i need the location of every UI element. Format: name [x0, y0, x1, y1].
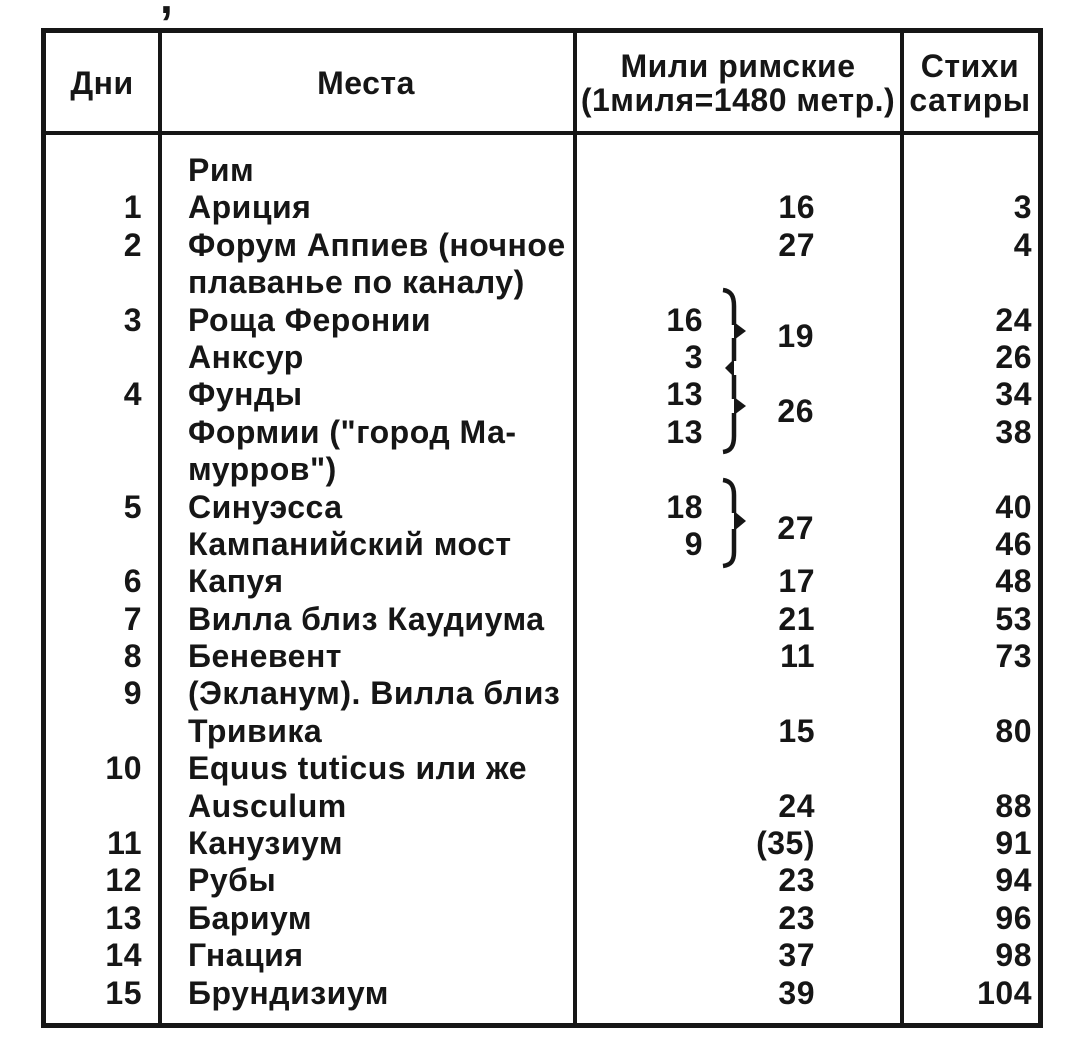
- mile-value: 16: [666, 301, 703, 338]
- miles-cell: [570, 750, 900, 787]
- table-row: [46, 526, 1038, 563]
- header-places: Места: [317, 65, 415, 101]
- mile-value: 13: [666, 413, 703, 450]
- mile-value: 11: [780, 638, 815, 675]
- mile-value: 37: [778, 937, 815, 974]
- mile-value: 18: [666, 488, 703, 525]
- day-cell: [46, 788, 158, 825]
- day-cell: 4: [123, 376, 142, 413]
- place-cell: Бариум: [188, 899, 313, 936]
- miles-cell: [570, 189, 900, 226]
- place-cell: Тривика: [188, 712, 323, 749]
- day-cell: [46, 339, 158, 376]
- mile-value: 24: [778, 787, 815, 824]
- place-cell: Equus tuticus или же: [188, 750, 528, 787]
- day-cell: 11: [107, 825, 142, 862]
- place-cell: Фунды: [188, 376, 303, 413]
- day-cell: [46, 713, 158, 750]
- verse-cell: [900, 264, 1038, 301]
- itinerary-table: [41, 28, 1043, 1028]
- place-cell: Синуэсса: [188, 488, 343, 525]
- table-row: [46, 227, 1038, 264]
- header-divider: [46, 131, 1038, 135]
- place-cell: Анксур: [188, 338, 304, 375]
- table-row: [46, 489, 1038, 526]
- miles-cell: [570, 601, 900, 638]
- day-cell: 15: [105, 974, 142, 1011]
- day-cell: [46, 414, 158, 451]
- miles-cell: [570, 937, 900, 974]
- group-sum-26: 26: [777, 393, 814, 429]
- table-row: [46, 975, 1038, 1012]
- day-cell: [46, 152, 158, 189]
- verse-cell: 91: [995, 825, 1032, 862]
- day-cell: 8: [123, 638, 142, 675]
- table-row: [46, 788, 1038, 825]
- header-verses-line2: сатиры: [909, 82, 1031, 118]
- place-cell: Капуя: [188, 563, 284, 600]
- verse-cell: [900, 675, 1038, 712]
- verse-cell: 34: [995, 376, 1032, 413]
- table-row: [46, 638, 1038, 675]
- day-cell: 2: [123, 226, 142, 263]
- miles-cell: [570, 975, 900, 1012]
- mile-value: (35): [756, 825, 815, 862]
- miles-cell: [570, 638, 900, 675]
- table-row: [46, 601, 1038, 638]
- miles-cell: [570, 862, 900, 899]
- mile-value: 15: [778, 712, 815, 749]
- verse-cell: 94: [995, 862, 1032, 899]
- table-row: [46, 862, 1038, 899]
- table-row: [46, 713, 1038, 750]
- verse-cell: 46: [995, 525, 1032, 562]
- miles-cell: [570, 713, 900, 750]
- header-verses-line1: Стихи: [920, 48, 1020, 84]
- miles-cell: [570, 675, 900, 712]
- table-row: [46, 825, 1038, 862]
- mile-value: 23: [778, 862, 815, 899]
- verse-cell: 48: [995, 563, 1032, 600]
- miles-cell: [570, 900, 900, 937]
- table-row: [46, 675, 1038, 712]
- day-cell: 10: [105, 750, 142, 787]
- day-cell: 7: [123, 600, 142, 637]
- day-cell: [46, 526, 158, 563]
- table-row: [46, 152, 1038, 189]
- table-row: [46, 937, 1038, 974]
- mile-value: 39: [778, 974, 815, 1011]
- place-cell: Беневент: [188, 638, 342, 675]
- place-cell: Ausculum: [188, 787, 347, 824]
- place-cell: Роща Феронии: [188, 301, 432, 338]
- place-cell: Рим: [188, 152, 255, 188]
- place-cell: (Экланум). Вилла близ: [188, 675, 561, 712]
- header-days: Дни: [70, 65, 134, 101]
- verse-cell: 98: [995, 937, 1032, 974]
- place-cell: Гнация: [188, 937, 304, 974]
- table-row: [46, 563, 1038, 600]
- table-body: [46, 136, 1038, 1012]
- verse-cell: [900, 451, 1038, 488]
- table-row: [46, 376, 1038, 413]
- mile-value: 13: [666, 376, 703, 413]
- verse-cell: 3: [1013, 189, 1032, 226]
- day-cell: 12: [105, 862, 142, 899]
- miles-cell: [570, 152, 900, 189]
- verse-cell: 104: [977, 974, 1032, 1011]
- day-cell: [46, 451, 158, 488]
- mile-value: 21: [778, 600, 815, 637]
- header-miles-line1: Мили римские: [620, 48, 856, 84]
- verse-cell: 88: [995, 787, 1032, 824]
- table-row: [46, 302, 1038, 339]
- day-cell: 5: [123, 488, 142, 525]
- day-cell: 3: [123, 301, 142, 338]
- table-row: [46, 900, 1038, 937]
- verse-cell: [900, 750, 1038, 787]
- table-row: [46, 451, 1038, 488]
- verse-cell: 53: [995, 600, 1032, 637]
- place-cell: Кампанийский мост: [188, 525, 512, 562]
- verse-cell: 26: [995, 338, 1032, 375]
- table-row: [46, 414, 1038, 451]
- table-row: [46, 189, 1038, 226]
- header-miles-line2: (1миля=1480 метр.): [580, 82, 896, 118]
- place-cell: мурров"): [188, 451, 337, 488]
- miles-cell: [570, 227, 900, 264]
- place-cell: Форум Аппиев (ночное: [188, 226, 566, 263]
- mile-value: 9: [684, 525, 703, 562]
- table-row: [46, 750, 1038, 787]
- place-cell: Ариция: [188, 189, 312, 226]
- verse-cell: [900, 152, 1038, 189]
- table-row: [46, 264, 1038, 301]
- place-cell: Вилла близ Каудиума: [188, 600, 545, 637]
- mile-value: 23: [778, 899, 815, 936]
- place-cell: Канузиум: [188, 825, 344, 862]
- verse-cell: 38: [995, 413, 1032, 450]
- mile-value: 3: [684, 338, 703, 375]
- verse-cell: 96: [995, 899, 1032, 936]
- mile-value: 27: [778, 226, 815, 263]
- day-cell: 14: [105, 937, 142, 974]
- day-cell: 13: [105, 899, 142, 936]
- place-cell: Формии ("город Ма-: [188, 413, 517, 450]
- place-cell: Брундизиум: [188, 974, 389, 1011]
- scan-artifact-comma: [160, 0, 173, 20]
- place-cell: Рубы: [188, 862, 277, 899]
- verse-cell: 4: [1013, 226, 1032, 263]
- verse-cell: 40: [995, 488, 1032, 525]
- group-sum-27: 27: [777, 510, 814, 546]
- mile-value: 17: [778, 563, 815, 600]
- day-cell: 6: [123, 563, 142, 600]
- miles-cell: [570, 825, 900, 862]
- table-row: [46, 339, 1038, 376]
- day-cell: 9: [123, 675, 142, 712]
- verse-cell: 24: [995, 301, 1032, 338]
- miles-cell: [570, 788, 900, 825]
- verse-cell: 80: [995, 712, 1032, 749]
- mile-value: 16: [778, 189, 815, 226]
- verse-cell: 73: [995, 638, 1032, 675]
- day-cell: 1: [123, 189, 142, 226]
- group-sum-19: 19: [777, 318, 814, 354]
- day-cell: [46, 264, 158, 301]
- place-cell: плаванье по каналу): [188, 264, 525, 301]
